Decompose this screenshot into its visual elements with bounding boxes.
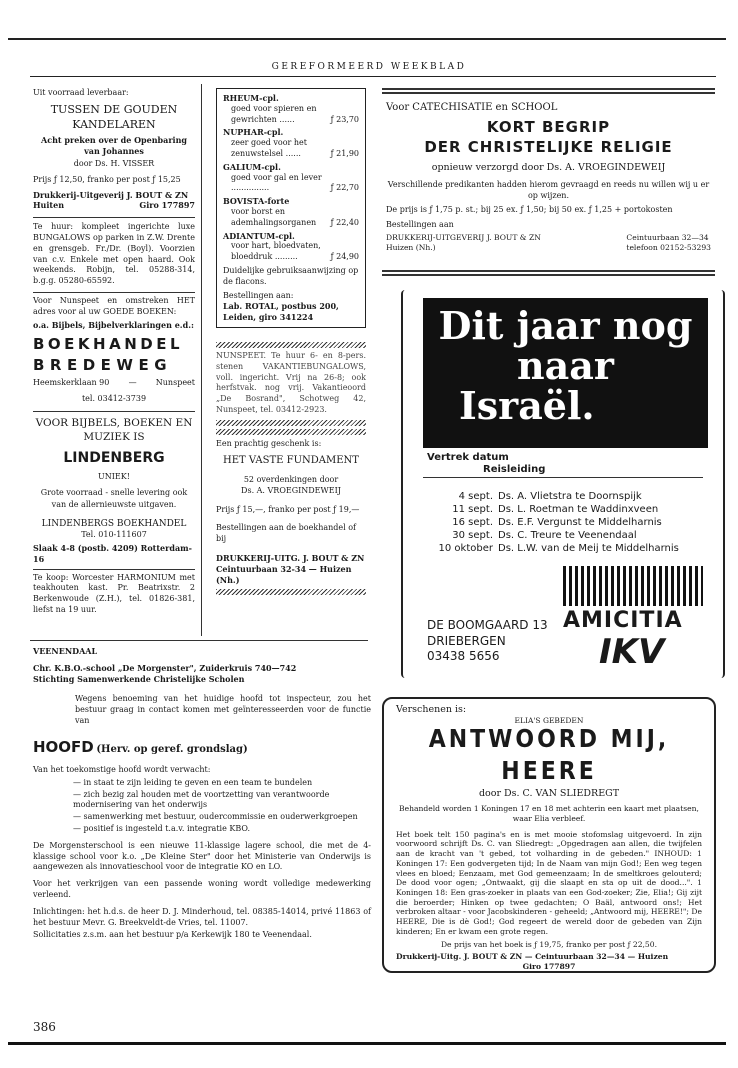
rotal-item-row bbox=[223, 207, 359, 229]
ad-lindenberg-address: Slaak 4-8 (postb. 4209) Rotterdam-16 bbox=[33, 543, 192, 564]
cat-tel: telefoon 02152-53293 bbox=[626, 243, 711, 253]
book-author: door Ds. C. VAN SLIEDREGT bbox=[478, 788, 620, 800]
col-date-header: Vertrek datum bbox=[427, 452, 509, 463]
left-border bbox=[401, 290, 411, 678]
ad-bredeweg-city: Nunspeet bbox=[155, 377, 195, 387]
rotal-item-name: ADIANTUM-cpl. bbox=[223, 230, 295, 241]
vacancy-point: — zich bezig zal houden met de voortzetting van verantwoorde modernisering van het onderwijs bbox=[73, 790, 371, 812]
column-separator bbox=[201, 84, 202, 636]
rotal-item-price: ƒ 24,90 bbox=[330, 252, 359, 262]
gift-address: Ceintuurbaan 32-34 — Huizen (Nh.) bbox=[216, 563, 352, 585]
trip-leader: Ds. C. Treure te Veenendaal bbox=[498, 530, 637, 541]
rotal-ad bbox=[216, 88, 366, 328]
rotal-item-row bbox=[223, 173, 359, 195]
gift-order: Bestellingen aan de boekhandel of bij bbox=[216, 523, 357, 544]
vacancy-point: — positief is ingesteld t.a.v. integratie KBO. bbox=[73, 824, 371, 835]
rotal-order: Bestellingen aan: bbox=[223, 290, 294, 300]
vacancy-intro: Wegens benoeming van het huidige hoofd tot inspecteur, zou het bestuur graag in contact komen met geïnteresseerden voor de functie van bbox=[75, 694, 371, 725]
trip-row bbox=[423, 542, 713, 555]
ad-lindenberg-title: VOOR BIJBELS, BOEKEN EN MUZIEK IS bbox=[35, 416, 193, 443]
ad-lindenberg-text: Grote voorraad - snelle levering ook van de allernieuwste uitgaven. bbox=[40, 487, 188, 510]
rotal-item-desc: zeer goed voor het zenuwstelsel ...... bbox=[231, 138, 308, 158]
gift-author: Ds. A. VROEGINDEWEIJ bbox=[241, 485, 341, 495]
ikv-logo: IKV bbox=[599, 632, 665, 672]
page-header: GEREFORMEERD WEEKBLAD bbox=[271, 62, 467, 72]
col-lead-header: Reisleiding bbox=[483, 464, 546, 475]
left-column bbox=[33, 88, 195, 616]
book-price: De prijs van het boek is ƒ 19,75, franko per post ƒ 22,50. bbox=[440, 939, 658, 949]
trip-date: 16 sept. bbox=[452, 517, 493, 528]
divider bbox=[33, 411, 195, 412]
ad-lindenberg-tel: Tel. 010-111607 bbox=[81, 530, 147, 540]
cat-publisher-city: Huizen (Nh.) bbox=[386, 243, 436, 253]
vacancy-expect: Van het toekomstige hoofd wordt verwacht: bbox=[33, 765, 211, 775]
cat-address: Ceintuurbaan 32—34 bbox=[626, 233, 709, 242]
vacancy-ad bbox=[33, 646, 371, 941]
schedule-rule bbox=[423, 477, 703, 478]
rotal-item-price: ƒ 23,70 bbox=[330, 114, 359, 124]
trip-list bbox=[423, 490, 713, 555]
rotal-item-desc: voor hart, bloedvaten, bloeddruk ......... bbox=[231, 241, 321, 262]
middle-column bbox=[216, 88, 366, 598]
ad-lindenberg-shop: LINDENBERGS BOEKHANDEL bbox=[41, 519, 187, 530]
vacancy-p1: De Morgensterschool is een nieuwe 11-klassige lagere school, die met de 4-klassige school voor k.o. „De Kleine Ster" door het Ministerie van Onderwijs is aangewezen als innovatieschool voor de integratie KO en LO. bbox=[33, 840, 371, 872]
gift-intro: Een prachtig geschenk is: bbox=[216, 438, 322, 448]
israel-headline-block bbox=[423, 298, 708, 448]
ad-kandelaren-giro: Giro 177897 bbox=[139, 200, 195, 211]
book-publisher: Drukkerij-Uitg. J. BOUT & ZN — Ceintuurbaan 32—34 — Huizen bbox=[396, 952, 669, 962]
ad-kandelaren-author: door Ds. H. VISSER bbox=[73, 159, 155, 169]
rotal-item-desc: goed voor gal en lever ............... bbox=[231, 172, 322, 193]
book-ad bbox=[382, 697, 716, 973]
headline-line3: Israël. bbox=[459, 382, 595, 428]
ika-logo bbox=[563, 566, 703, 606]
ad-bredeweg-tel: tel. 03412-3739 bbox=[81, 393, 147, 403]
ad-kandelaren-title: TUSSEN DE GOUDEN KANDELAREN bbox=[50, 102, 178, 131]
catechisatie-ad bbox=[382, 88, 715, 276]
ad-bredeweg-name1: BOEKHANDEL bbox=[33, 335, 184, 354]
right-border bbox=[715, 290, 725, 678]
header-rule bbox=[30, 76, 716, 77]
rotal-item-price: ƒ 22,40 bbox=[330, 217, 359, 227]
vacancy-title: HOOFD bbox=[33, 737, 94, 756]
trip-row bbox=[423, 529, 713, 542]
divider bbox=[33, 292, 195, 293]
rotal-item-price: ƒ 22,70 bbox=[330, 183, 359, 193]
divider bbox=[33, 217, 195, 218]
rotal-item bbox=[223, 93, 359, 125]
ad-nunspeet: NUNSPEET. Te huur 6- en 8-pers. stenen VAKANTIEBUNGALOWS, voll. ingericht. Vrij na 26-8; ook herfstvak. nog vrij. Vakantieoord „De Bosrand", Schotweg 42, Nunspeet, tel. 03412-2923. bbox=[216, 350, 366, 414]
gift-sub: 52 overdenkingen door bbox=[243, 475, 339, 485]
vacancy-p3: Inlichtingen: het h.d.s. de heer D. J. Minderhoud, tel. 08385-14014, privé 11863 of het bestuur Mevr. G. Breekveldt-de Vries, tel. 11007. bbox=[33, 906, 371, 927]
ad-bredeweg-intro: Voor Nunspeet en omstreken HET adres voor al uw GOEDE BOEKEN: bbox=[33, 296, 195, 316]
wavy-divider bbox=[216, 429, 366, 435]
top-rule bbox=[8, 38, 726, 40]
vacancy-p4: Sollicitaties z.s.m. aan het bestuur p/a Kerkewijk 180 te Veenendaal. bbox=[33, 930, 312, 940]
rotal-item bbox=[223, 127, 359, 159]
headline-line2: naar bbox=[517, 342, 614, 388]
ika-address bbox=[427, 618, 548, 665]
rotal-item-name: NUPHAR-cpl. bbox=[223, 127, 284, 138]
ad-kandelaren-intro: Uit voorraad leverbaar: bbox=[33, 88, 129, 97]
ad-kandelaren-publisher: Drukkerij-Uitgeverij J. BOUT & ZN bbox=[33, 189, 189, 200]
vacancy-point: — in staat te zijn leiding te geven en een team te bundelen bbox=[73, 778, 371, 789]
rotal-item bbox=[223, 196, 359, 228]
headline-line1: Dit jaar nog bbox=[438, 303, 693, 348]
ad-bredeweg-address: Heemskerklaan 90 bbox=[33, 377, 110, 387]
rotal-item-desc: voor borst en ademhalingsorganen bbox=[231, 206, 317, 227]
book-giro: Giro 177897 bbox=[522, 962, 576, 971]
vacancy-points bbox=[73, 778, 371, 835]
rotal-item-row bbox=[223, 241, 359, 263]
book-series: ELIA'S GEBEDEN bbox=[514, 716, 584, 726]
divider bbox=[33, 569, 195, 570]
rotal-item-name: BOVISTA-forte bbox=[223, 196, 290, 207]
vacancy-point: — samenwerking met bestuur, oudercommissie en ouderwerkgroepen bbox=[73, 812, 371, 823]
ad-kandelaren-subtitle: Acht preken over de Openbaring van Johannes bbox=[41, 135, 187, 157]
gift-publisher: DRUKKERIJ-UITG. J. BOUT & ZN bbox=[216, 553, 365, 563]
cat-author: opnieuw verzorgd door Ds. A. VROEGINDEWEIJ bbox=[431, 162, 666, 173]
book-text: Het boek telt 150 pagina's en is met mooie stofomslag uitgevoerd. In zijn voorwoord schrijft Ds. C. van Sliedregt: „Opgedragen aan allen, die twijfelen aan de kracht van 't gebed, tot volharding in de gebeden." INHOUD: 1 Koningen 17: Een godvergeten tijd; In de Naam van mijn God!; Een weg tegen vlees en bloed; Eenzaam, met God gemeenzaam; In de smeltkroes gelouterd; De dood voor ogen; „Ontwaakt, gij die slaapt en sta op uit de dood...". 1 Koningen 18: Een gras-zoeker in plaats van een God-zoeker; Zie, Elia!; Gij zijt die beroerder; Hinken op twee gedachten; O Baäl, antwoord ons!; Het verbroken altaar - voor Jacobskinderen - geheeld; „Antwoord mij, HEERE!"; De HEERE, Die is dè God!; God regeert de wereld door de gebeden van Zijn kinderen; En er kwam een grote regen. bbox=[396, 829, 702, 936]
gift-price: Prijs ƒ 15,—, franko per post ƒ 19,— bbox=[216, 504, 360, 514]
trip-date: 10 oktober bbox=[438, 543, 493, 554]
ad-kandelaren-price: Prijs ƒ 12,50, franko per post ƒ 15,25 bbox=[33, 174, 181, 184]
rotal-item bbox=[223, 231, 359, 263]
wavy-divider bbox=[216, 589, 366, 595]
cat-order: Bestellingen aan bbox=[386, 220, 454, 230]
ad-bredeweg-sub: o.a. Bijbels, Bijbelverklaringen e.d.: bbox=[33, 319, 194, 330]
ad-bredeweg-address-row: Heemskerklaan 90 — Nunspeet bbox=[33, 377, 195, 387]
ika-address-line2: DRIEBERGEN bbox=[427, 633, 506, 648]
rotal-item-price: ƒ 21,90 bbox=[330, 148, 359, 158]
rotal-item-name: RHEUM-cpl. bbox=[223, 93, 279, 103]
cat-price: De prijs is ƒ 1,75 p. st.; bij 25 ex. ƒ 1,50; bij 50 ex. ƒ 1,25 + portokosten bbox=[386, 205, 673, 215]
ad-lindenberg-name: LINDENBERG bbox=[63, 449, 165, 466]
rotal-note: Duidelijke gebruiksaanwijzing op de flacons. bbox=[223, 265, 359, 286]
ad-harmonium: Te koop: Worcester HARMONIUM met teakhouten kast. Pr. Beatrixstr. 2 Berkenwoude (Z.H.), tel. 01826-381, liefst na 19 uur. bbox=[33, 572, 195, 615]
rotal-lab: Lab. ROTAL, postbus 200, Leiden, giro 341224 bbox=[223, 301, 339, 323]
trip-row bbox=[423, 503, 713, 516]
wavy-divider bbox=[216, 420, 366, 426]
trip-date: 4 sept. bbox=[458, 491, 493, 502]
vacancy-p2: Voor het verkrijgen van een passende woning wordt volledige medewerking verleend. bbox=[33, 879, 371, 899]
vacancy-top-rule bbox=[30, 640, 368, 641]
vacancy-school: Chr. K.B.O.-school „De Morgenster", Zuiderkruis 740—742 bbox=[33, 662, 297, 673]
ad-kandelaren-city: Huiten bbox=[33, 200, 65, 211]
vacancy-title-sub: (Herv. op geref. grondslag) bbox=[96, 743, 248, 755]
ad-lindenberg-uniek: UNIEK! bbox=[98, 471, 130, 481]
trip-date: 30 sept. bbox=[452, 530, 493, 541]
book-title: ANTWOORD MIJ, HEERE bbox=[428, 724, 670, 786]
trip-leader: Ds. A. Vlietstra te Doornspijk bbox=[498, 491, 642, 502]
trip-date: 11 sept. bbox=[452, 504, 493, 515]
wavy-divider bbox=[216, 342, 366, 348]
trip-leader: Ds. E.F. Vergunst te Middelharnis bbox=[498, 517, 662, 528]
ika-address-line1: DE BOOMGAARD 13 bbox=[427, 618, 548, 632]
rotal-item-name: GALIUM-cpl. bbox=[223, 161, 281, 172]
cat-title1: KORT BEGRIP bbox=[486, 117, 611, 136]
trip-leader: Ds. L. Roetman te Waddinxveen bbox=[498, 504, 659, 515]
vacancy-place: VEENENDAAL bbox=[33, 646, 98, 656]
trip-row bbox=[423, 490, 713, 503]
ad-kandelaren-city-row bbox=[33, 200, 195, 211]
amicitia-brand: AMICITIA bbox=[563, 608, 683, 633]
book-desc: Behandeld worden 1 Koningen 17 en 18 met achterin een kaart met plaatsen, waar Elia verbleef. bbox=[399, 804, 699, 823]
ad-bungalows: Te huur: kompleet ingerichte luxe BUNGALOWS op parken in Z.W. Drente en grensgeb. Fr./Dr. (Boyl). Voorzien van c.v. Enkele met open haard. Ook weekends. Robijn, tel. 05288-314, b.g.g. 05280-65592. bbox=[33, 222, 195, 286]
rotal-item-row bbox=[223, 104, 359, 126]
ika-tel: 03438 5656 bbox=[427, 649, 500, 664]
vacancy-foundation: Stichting Samenwerkende Christelijke Scholen bbox=[33, 673, 245, 684]
page-number: 386 bbox=[33, 1020, 56, 1034]
ad-bredeweg-name2: BREDEWEG bbox=[33, 355, 173, 374]
trip-leader: Ds. L.W. van de Meij te Middelharnis bbox=[498, 543, 679, 554]
trip-row bbox=[423, 516, 713, 529]
gift-title: HET VASTE FUNDAMENT bbox=[223, 454, 359, 466]
israel-ad bbox=[413, 290, 713, 678]
vacancy-title-row bbox=[33, 737, 371, 757]
cat-text: Verschillende predikanten hadden hierom gevraagd en reeds nu willen wij u er op wijzen. bbox=[387, 179, 710, 200]
rotal-item bbox=[223, 162, 359, 194]
rotal-items bbox=[223, 93, 359, 263]
cat-intro: Voor CATECHISATIE en SCHOOL bbox=[386, 102, 558, 113]
rotal-item-row bbox=[223, 138, 359, 160]
cat-contact bbox=[386, 233, 711, 254]
book-intro: Verschenen is: bbox=[396, 704, 467, 715]
cat-title2: DER CHRISTELIJKE RELIGIE bbox=[424, 137, 673, 156]
bottom-rule bbox=[8, 1042, 726, 1045]
rotal-item-desc: goed voor spieren en gewrichten ...... bbox=[231, 103, 317, 124]
cat-publisher: DRUKKERIJ-UITGEVERIJ J. BOUT & ZN bbox=[386, 233, 541, 242]
